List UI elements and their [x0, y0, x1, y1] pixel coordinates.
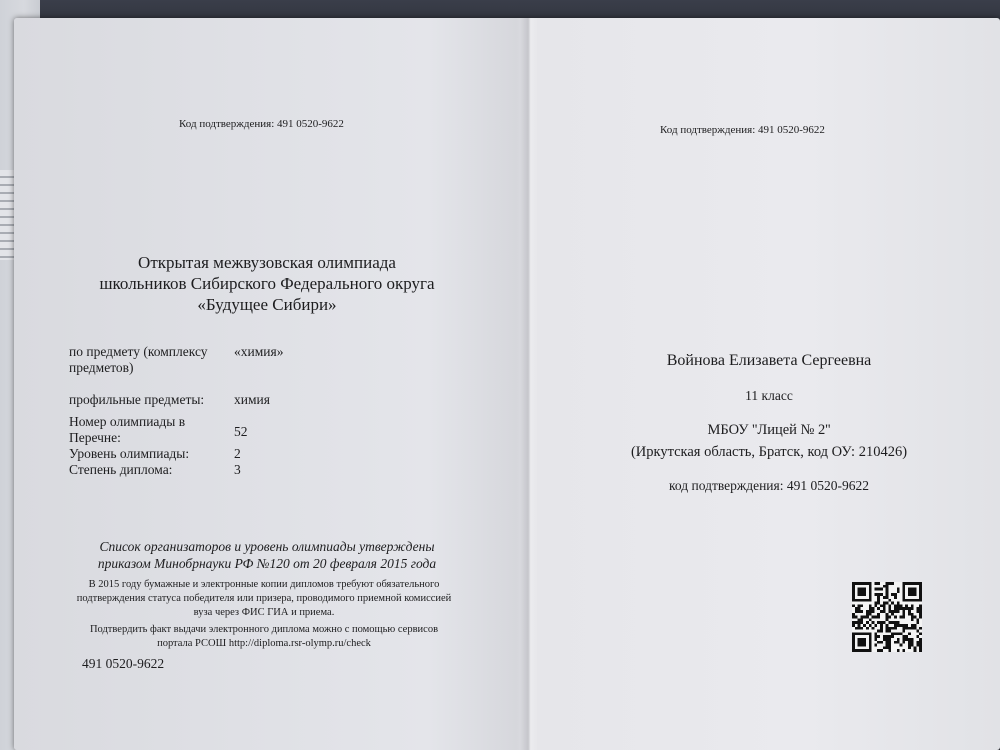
right-page: [538, 18, 1000, 750]
degree-value: 3: [234, 462, 241, 477]
title-line: «Будущее Сибири»: [197, 295, 337, 314]
notice-line: В 2015 году бумажные и электронные копии дипломов требуют обязательного: [88, 579, 440, 590]
title-line: Открытая межвузовская олимпиада: [138, 253, 396, 272]
left-page: [14, 18, 520, 750]
profile-value: химия: [234, 392, 270, 407]
olympiad-title: [14, 252, 520, 315]
number-label: Номер олимпиады в Перечне:: [69, 414, 186, 445]
degree-label: Степень диплома:: [69, 462, 173, 477]
notice-line: вуза через ФИС ГИА и приема.: [193, 607, 335, 618]
level-label: Уровень олимпиады:: [69, 446, 190, 461]
subject-value: «химия»: [234, 344, 284, 359]
grade: 11 класс: [745, 388, 793, 403]
level-value: 2: [234, 446, 241, 461]
page-fold: [520, 18, 538, 750]
verify-line: Подтвердить факт выдачи электронного диплома можно с помощью сервисов: [89, 624, 439, 635]
qr-code-icon: [852, 582, 922, 652]
notice-line: подтверждения статуса победителя или призера, проводимого приемной комиссией: [76, 593, 452, 604]
confirmation-code-left: Код подтверждения: 491 0520-9622: [179, 118, 344, 130]
number-value: 52: [234, 424, 248, 439]
bottom-code: 491 0520-9622: [82, 656, 165, 671]
student-name: Войнова Елизавета Сергеевна: [666, 352, 872, 369]
note-line: приказом Минобрнауки РФ №120 от 20 февраля 2015 года: [97, 556, 437, 571]
verify-line: портала РСОШ http://diploma.rsr-olymp.ru/check: [157, 638, 371, 649]
student-confirmation-code: код подтверждения: 491 0520-9622: [669, 478, 869, 493]
confirmation-code-right: Код подтверждения: 491 0520-9622: [660, 124, 825, 136]
organizers-note: [14, 538, 520, 572]
school-name: МБОУ ''Лицей № 2'': [707, 422, 831, 438]
school-region: (Иркутская область, Братск, код ОУ: 210426): [630, 444, 908, 460]
title-line: школьников Сибирского Федерального округа: [99, 274, 435, 293]
note-line: Список организаторов и уровень олимпиады утверждены: [99, 539, 435, 554]
profile-label: профильные предметы:: [69, 392, 205, 407]
subject-label: по предмету (комплексу предметов): [69, 344, 208, 375]
confirmation-notice: [14, 578, 514, 651]
